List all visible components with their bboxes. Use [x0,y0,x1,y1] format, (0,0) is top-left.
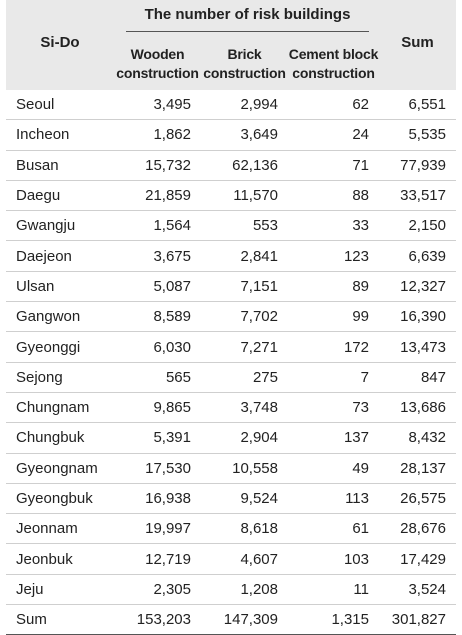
cell-brick: 10,558 [201,453,288,483]
cell-brick: 2,904 [201,423,288,453]
cell-sum: 17,429 [379,544,456,574]
table-body [6,90,456,635]
cell-cement: 33 [288,211,379,241]
total-region: Sum [6,605,114,635]
cell-region: Jeju [6,574,114,604]
cell-sum: 5,535 [379,120,456,150]
cell-brick: 4,607 [201,544,288,574]
table-row [6,514,456,544]
header-cement-line2: construction [292,65,375,81]
cell-region: Jeonnam [6,514,114,544]
cell-cement: 103 [288,544,379,574]
cell-region: Jeonbuk [6,544,114,574]
cell-cement: 24 [288,120,379,150]
cell-sum: 28,676 [379,514,456,544]
table-row [6,544,456,574]
table-row [6,90,456,120]
cell-brick: 2,994 [201,90,288,120]
cell-sum: 6,639 [379,241,456,271]
header-brick-line1: Brick [227,46,262,62]
header-brick-construction [201,38,288,90]
header-sido: Si-Do [6,0,114,90]
cell-brick: 3,649 [201,120,288,150]
cell-cement: 73 [288,392,379,422]
header-wooden-line1: Wooden [130,46,185,62]
cell-cement: 7 [288,362,379,392]
cell-wooden: 3,675 [114,241,201,271]
cell-brick: 8,618 [201,514,288,544]
cell-wooden: 6,030 [114,332,201,362]
table-row [6,180,456,210]
cell-region: Gangwon [6,302,114,332]
table-row [6,302,456,332]
cell-cement: 88 [288,180,379,210]
cell-brick: 2,841 [201,241,288,271]
cell-region: Gyeonggi [6,332,114,362]
table-row [6,423,456,453]
table-row [6,332,456,362]
cell-region: Daegu [6,180,114,210]
table-row [6,453,456,483]
cell-brick: 7,271 [201,332,288,362]
cell-wooden: 5,087 [114,271,201,301]
table-row [6,483,456,513]
header-wooden-line2: construction [116,65,199,81]
cell-brick: 275 [201,362,288,392]
table-row [6,150,456,180]
cell-wooden: 1,564 [114,211,201,241]
cell-wooden: 15,732 [114,150,201,180]
cell-cement: 99 [288,302,379,332]
header-sum: Sum [379,0,456,90]
risk-buildings-table [6,0,456,635]
header-group-label: The number of risk buildings [126,6,369,32]
cell-sum: 77,939 [379,150,456,180]
table-row [6,120,456,150]
total-cement: 1,315 [288,605,379,635]
table-row [6,574,456,604]
cell-wooden: 12,719 [114,544,201,574]
cell-region: Sejong [6,362,114,392]
cell-brick: 9,524 [201,483,288,513]
total-row [6,605,456,635]
cell-cement: 137 [288,423,379,453]
cell-sum: 13,473 [379,332,456,362]
cell-region: Incheon [6,120,114,150]
header-cement-line1: Cement block [288,46,379,62]
cell-region: Gyeongbuk [6,483,114,513]
cell-brick: 553 [201,211,288,241]
cell-wooden: 3,495 [114,90,201,120]
cell-region: Daejeon [6,241,114,271]
header-brick-line2: construction [203,65,286,81]
cell-wooden: 2,305 [114,574,201,604]
cell-cement: 11 [288,574,379,604]
cell-wooden: 17,530 [114,453,201,483]
cell-brick: 7,151 [201,271,288,301]
header-cement-block-construction [288,38,379,90]
cell-sum: 16,390 [379,302,456,332]
cell-brick: 11,570 [201,180,288,210]
cell-wooden: 9,865 [114,392,201,422]
cell-sum: 2,150 [379,211,456,241]
header-wooden-construction [114,38,201,90]
cell-cement: 49 [288,453,379,483]
cell-sum: 33,517 [379,180,456,210]
cell-cement: 113 [288,483,379,513]
cell-sum: 26,575 [379,483,456,513]
table-row [6,271,456,301]
cell-sum: 847 [379,362,456,392]
cell-sum: 8,432 [379,423,456,453]
cell-wooden: 16,938 [114,483,201,513]
cell-region: Busan [6,150,114,180]
cell-wooden: 19,997 [114,514,201,544]
cell-sum: 6,551 [379,90,456,120]
cell-region: Gwangju [6,211,114,241]
header-group-risk-buildings [114,0,379,38]
total-brick: 147,309 [201,605,288,635]
cell-region: Chungbuk [6,423,114,453]
cell-wooden: 8,589 [114,302,201,332]
cell-region: Seoul [6,90,114,120]
cell-sum: 3,524 [379,574,456,604]
table-row [6,362,456,392]
cell-wooden: 5,391 [114,423,201,453]
cell-sum: 12,327 [379,271,456,301]
table-row [6,241,456,271]
cell-brick: 62,136 [201,150,288,180]
cell-cement: 89 [288,271,379,301]
cell-brick: 1,208 [201,574,288,604]
cell-sum: 28,137 [379,453,456,483]
cell-sum: 13,686 [379,392,456,422]
total-wooden: 153,203 [114,605,201,635]
cell-wooden: 21,859 [114,180,201,210]
cell-cement: 62 [288,90,379,120]
table-row [6,392,456,422]
cell-wooden: 565 [114,362,201,392]
table-row [6,211,456,241]
cell-cement: 172 [288,332,379,362]
cell-cement: 61 [288,514,379,544]
cell-brick: 7,702 [201,302,288,332]
cell-wooden: 1,862 [114,120,201,150]
cell-region: Ulsan [6,271,114,301]
cell-brick: 3,748 [201,392,288,422]
table-header [6,0,456,90]
cell-cement: 71 [288,150,379,180]
cell-region: Gyeongnam [6,453,114,483]
cell-cement: 123 [288,241,379,271]
total-sum: 301,827 [379,605,456,635]
cell-region: Chungnam [6,392,114,422]
